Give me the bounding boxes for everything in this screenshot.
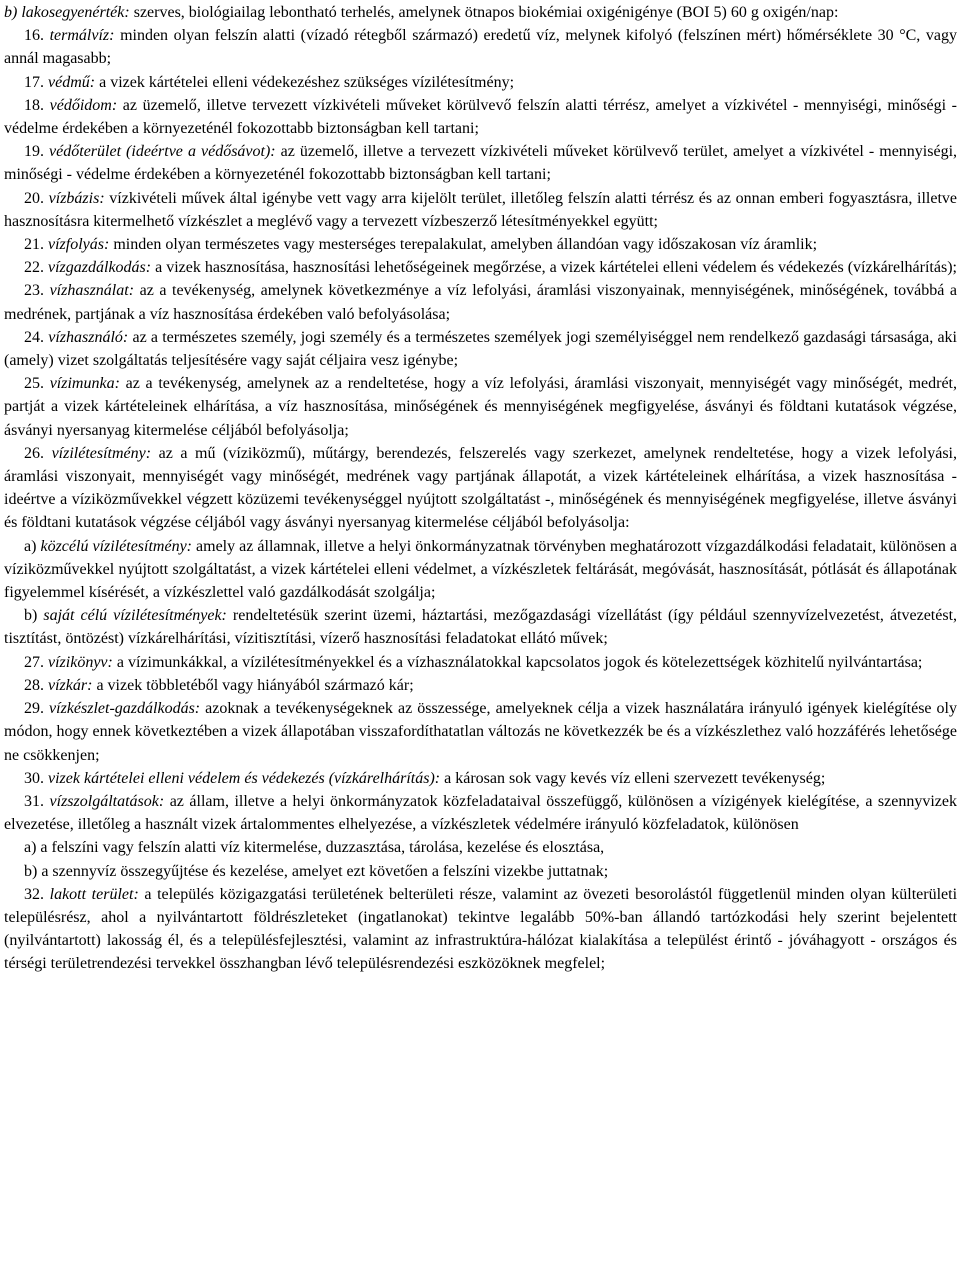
definition-text: az a tevékenység, amelynek az a rendeltetése, hogy a víz lefolyási, áramlási viszonyait, mennyiségét vagy minőségét, medrét, partját a vizek kártételeinek elhárítása, a víz hasznosítása, minőségének és mennyiségének megfigyelése, ásványi és földtani kutatások végzése, ásványi nyersanyag kitermelése céljából befolyásolja; bbox=[4, 375, 957, 439]
definition-text: a) a felszíni vagy felszín alatti víz kitermelése, duzzasztása, tárolása, kezelése és elosztása, bbox=[24, 839, 605, 857]
defined-term: vízfolyás: bbox=[48, 236, 110, 254]
definition-paragraph bbox=[4, 187, 957, 233]
definition-paragraph bbox=[4, 372, 957, 442]
definition-text: az a tevékenység, amelynek következménye a víz lefolyási, áramlási viszonyainak, mennyiségének, minőségének, továbbá a medrének, partjának a víz hasznosítása érdekében való befolyásolása; bbox=[4, 282, 958, 323]
item-number: 16. bbox=[24, 27, 50, 45]
definition-text: az üzemelő, illetve a tervezett vízkivételi műveket körülvevő terület, amelyet a vízkivétel - mennyiségi, minőségi - védelme érdekében a környezeténél fokozottabb biztonságban kell tartani; bbox=[4, 143, 958, 184]
definition-paragraph bbox=[4, 767, 957, 790]
definition-text: a vízimunkákkal, a vízilétesítményekkel és a vízhasználatokkal kapcsolatos jogok és kötelezettségek közhitelű nyilvántartása; bbox=[112, 653, 923, 671]
defined-term: vízszolgáltatások: bbox=[49, 792, 165, 810]
defined-term: közcélú vízilétesítmény: bbox=[40, 537, 192, 555]
definition-paragraph bbox=[4, 883, 957, 976]
definition-paragraph bbox=[4, 674, 957, 697]
item-number: a) bbox=[24, 537, 41, 555]
definition-text: a vizek többletéből vagy hiányából származó kár; bbox=[92, 676, 414, 694]
definition-paragraph bbox=[4, 697, 957, 767]
defined-term: lakott terület: bbox=[49, 885, 139, 903]
definition-subparagraph bbox=[4, 535, 957, 605]
definition-paragraph bbox=[4, 24, 957, 70]
item-number: 27. bbox=[24, 653, 48, 671]
item-number: 25. bbox=[24, 375, 50, 393]
definition-paragraph bbox=[4, 1, 957, 24]
definition-text: a település közigazgatási területének belterületi része, valamint az övezeti besorolástól függetlenül minden olyan külterületi településrész, ahol a nyilvántartott földrészleteket (ingatlanokat) tekintve legalább 50%-ban állandó tartózkodási hely szerint bejelentett (nyilvántartott) lakosság él, és a településfejlesztési, valamint az infrastruktúra-hálózat kialakítása a települést érintő - jóváhagyott - országos és térségi területrendezési tervekkel összhangban lévő településrendezési eszközöknek megfelel; bbox=[4, 885, 958, 973]
item-number: b) bbox=[24, 607, 44, 625]
definition-paragraph bbox=[4, 279, 957, 325]
definition-text: az a természetes személy, jogi személy és a természetes személyek jogi személyiséggel nem rendelkező gazdasági társasága, aki (amely) vizet szolgáltatás teljesítésére vagy saját céljaira vesz igénybe; bbox=[4, 328, 957, 370]
defined-term: vízhasználó: bbox=[48, 328, 129, 346]
definition-subparagraph bbox=[4, 604, 957, 650]
definition-text: szerves, biológiailag lebontható terhelés, amelynek ötnapos biokémiai oxigénigénye (BOI 5) 60 g oxigén/nap: bbox=[129, 4, 839, 21]
definition-text: rendeltetésük szerint üzemi, háztartási, mezőgazdasági vízellátást (így például szennyvízelvezetést, átvezetést, tisztítást, öntözést) vízkárelhárítási, vízitisztítási, vízerő hasznosítási feladatokat ellátó művek; bbox=[4, 607, 958, 648]
definition-text: az üzemelő, illetve tervezett vízkivételi műveket körülvevő felszín alatti térrész, amelyet a vízkivétel - mennyiségi, minőségi - védelme érdekében a környezeténél fokozottabb biztonságban kell tartani; bbox=[4, 96, 958, 138]
item-number: 17. bbox=[24, 73, 48, 91]
defined-term: b) lakosegyenérték: bbox=[4, 4, 130, 21]
definition-text: amely az államnak, illetve a helyi önkormányzatnak törvényben meghatározott vízgazdálkodási feladatait, különösen a víziközművekkel nyújtott szolgáltatást, a vizek kártételei elleni védelmet, a vízkészletek feltárását, megóvását, hasznosítását, pótlását és állapotának figyelemmel kísérését, a vízkészlettel való gazdálkodását szolgálja; bbox=[4, 537, 957, 602]
definition-text: az állam, illetve a helyi önkormányzatok közfeladataival összefüggő, különösen a vízigények kielégítése, a szennyvizek elvezetése, illetőleg a használt vizek ártalommentes elhelyezése, a vízkészletek védelmére irányuló közfeladatok, különösen bbox=[4, 792, 958, 834]
item-number: 32. bbox=[24, 885, 50, 903]
defined-term: vízkészlet-gazdálkodás: bbox=[49, 700, 201, 718]
definition-text: minden olyan felszín alatti (vízadó rétegből származó) eredetű víz, melynek kifolyó (felszínen mért) hőmérséklete 30 °C, vagy annál magasabb; bbox=[4, 27, 957, 68]
defined-term: vízkár: bbox=[48, 676, 93, 694]
definition-paragraph bbox=[4, 256, 957, 279]
defined-term: vízilétesítmény: bbox=[51, 444, 152, 462]
definition-text: a vizek hasznosítása, hasznosítási lehetőségeinek megőrzése, a vizek kártételei elleni védelem és védekezés (vízkárelhárítás); bbox=[151, 259, 957, 277]
item-number: 21. bbox=[24, 236, 48, 254]
defined-term: vízhasználat: bbox=[49, 282, 135, 300]
item-number: 29. bbox=[24, 700, 50, 718]
definition-subparagraph bbox=[4, 836, 957, 859]
item-number: 30. bbox=[24, 769, 48, 787]
definition-text: a károsan sok vagy kevés víz elleni szervezett tevékenység; bbox=[440, 769, 826, 787]
defined-term: vizek kártételei elleni védelem és védekezés (vízkárelhárítás): bbox=[48, 769, 441, 787]
defined-term: vízimunka: bbox=[49, 375, 120, 393]
definition-paragraph bbox=[4, 326, 957, 372]
defined-term: vízikönyv: bbox=[48, 653, 113, 671]
item-number: 19. bbox=[24, 143, 50, 161]
definition-paragraph bbox=[4, 140, 957, 186]
item-number: 26. bbox=[24, 444, 52, 462]
item-number: 23. bbox=[24, 282, 50, 300]
defined-term: vízgazdálkodás: bbox=[48, 259, 152, 277]
definition-text: vízkivételi művek által igénybe vett vagy arra kijelölt terület, illetőleg felszín alatti térrész és az onnan emberi fogyasztásra, illetve hasznosításra kitermelhető vízkészlet a meglévő vagy a tervezett vízbeszerző létesítményekkel együtt; bbox=[4, 189, 958, 230]
definition-paragraph bbox=[4, 233, 957, 256]
defined-term: védőidom: bbox=[49, 96, 118, 114]
definition-text: minden olyan természetes vagy mesterséges terepalakulat, amelyben állandóan vagy időszakosan víz áramlik; bbox=[109, 236, 818, 254]
item-number: 18. bbox=[24, 96, 50, 114]
defined-term: termálvíz: bbox=[49, 27, 115, 45]
definition-text: azoknak a tevékenységeknek az összessége, amelyeknek célja a vizek használatára irányuló igények kielégítése oly módon, hogy ennek következtében a vizek állapotában visszafordíthatatlan változás ne következzék be és a vízkészlethez való hozzáférés lehetősége ne csökkenjen; bbox=[4, 700, 958, 764]
item-number: 20. bbox=[24, 189, 49, 207]
definition-text: a vizek kártételei elleni védekezéshez szükséges vízilétesítmény; bbox=[95, 73, 515, 91]
item-number: 24. bbox=[24, 328, 49, 346]
definition-text: az a mű (víziközmű), műtárgy, berendezés, felszerelés vagy szerkezet, amelynek rendeltetése, hogy a vizek lefolyási, áramlási viszonyait, mennyiségét vagy minőségét, medrének vagy partjának állapotát, a vizek kártételeinek elhárítása, a vizek hasznosítása - ideértve a víziközművekkel végzett közüzemi tevékenységgel nyújtott szolgáltatást -, minőségének és mennyiségének megfigyelése, illetve ásványi és földtani kutatások végzése céljából vagy ásványi nyersanyag kitermelése céljából befolyásolja: bbox=[4, 444, 957, 532]
definition-paragraph bbox=[4, 94, 957, 140]
definition-subparagraph bbox=[4, 860, 957, 883]
definition-paragraph bbox=[4, 71, 957, 94]
defined-term: védmű: bbox=[48, 73, 96, 91]
defined-term: védőterület (ideértve a védősávot): bbox=[49, 143, 276, 161]
definition-paragraph bbox=[4, 442, 957, 535]
item-number: 28. bbox=[24, 676, 48, 694]
item-number: 31. bbox=[24, 792, 50, 810]
defined-term: saját célú vízilétesítmények: bbox=[43, 607, 227, 625]
defined-term: vízbázis: bbox=[48, 189, 105, 207]
item-number: 22. bbox=[24, 259, 48, 277]
definition-paragraph bbox=[4, 651, 957, 674]
definition-text: b) a szennyvíz összegyűjtése és kezelése, amelyet ezt követően a felszíni vizekbe juttatnak; bbox=[24, 862, 609, 880]
definition-paragraph bbox=[4, 790, 957, 836]
